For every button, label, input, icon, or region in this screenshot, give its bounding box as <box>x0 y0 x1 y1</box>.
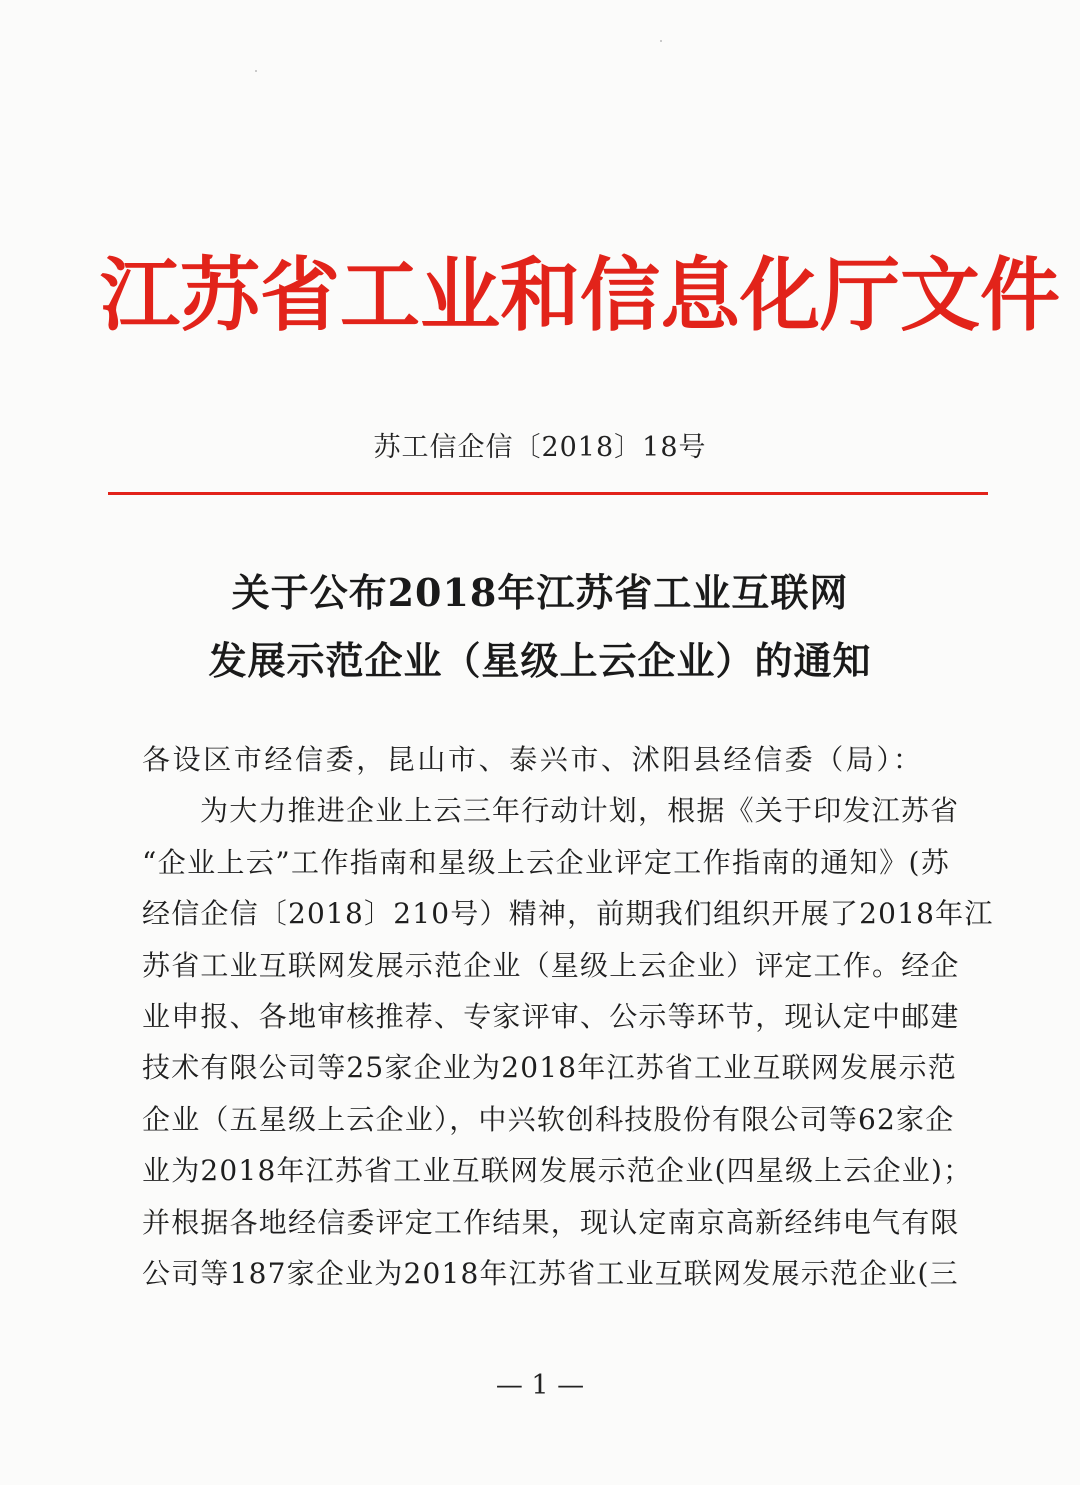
scan-speck <box>255 70 257 72</box>
scan-speck <box>660 40 662 42</box>
document-number: 苏工信企信〔2018〕18号 <box>373 432 707 463</box>
document-title-line-1: 关于公布2018年江苏省工业互联网 <box>231 570 849 615</box>
body-line: 公司等187家企业为2018年江苏省工业互联网发展示范企业(三 <box>142 1256 959 1290</box>
document-title-line-2: 发展示范企业（星级上云企业）的通知 <box>208 638 872 683</box>
body-line: 苏省工业互联网发展示范企业（星级上云企业）评定工作。经企 <box>142 948 960 982</box>
body-line: “企业上云”工作指南和星级上云企业评定工作指南的通知》(苏 <box>142 845 950 879</box>
header-divider <box>108 492 988 495</box>
body-line: 业申报、各地审核推荐、专家评审、公示等环节，现认定中邮建 <box>142 999 960 1033</box>
body-line: 并根据各地经信委评定工作结果，现认定南京高新经纬电气有限 <box>142 1205 960 1239</box>
body-line: 为大力推进企业上云三年行动计划，根据《关于印发江苏省 <box>200 794 960 828</box>
document-header: 江苏省工业和信息化厅文件 <box>100 249 1060 342</box>
page-number: — 1 — <box>495 1370 585 1401</box>
salutation: 各设区市经信委，昆山市、泰兴市、沭阳县经信委（局）： <box>142 743 924 776</box>
body-line: 经信企信〔2018〕210号）精神，前期我们组织开展了2018年江 <box>142 897 994 931</box>
body-line: 企业（五星级上云企业），中兴软创科技股份有限公司等62家企 <box>142 1102 955 1136</box>
body-line: 业为2018年江苏省工业互联网发展示范企业(四星级上云企业)； <box>142 1154 973 1188</box>
document-body <box>142 734 994 1299</box>
body-line: 技术有限公司等25家企业为2018年江苏省工业互联网发展示范 <box>142 1051 957 1085</box>
